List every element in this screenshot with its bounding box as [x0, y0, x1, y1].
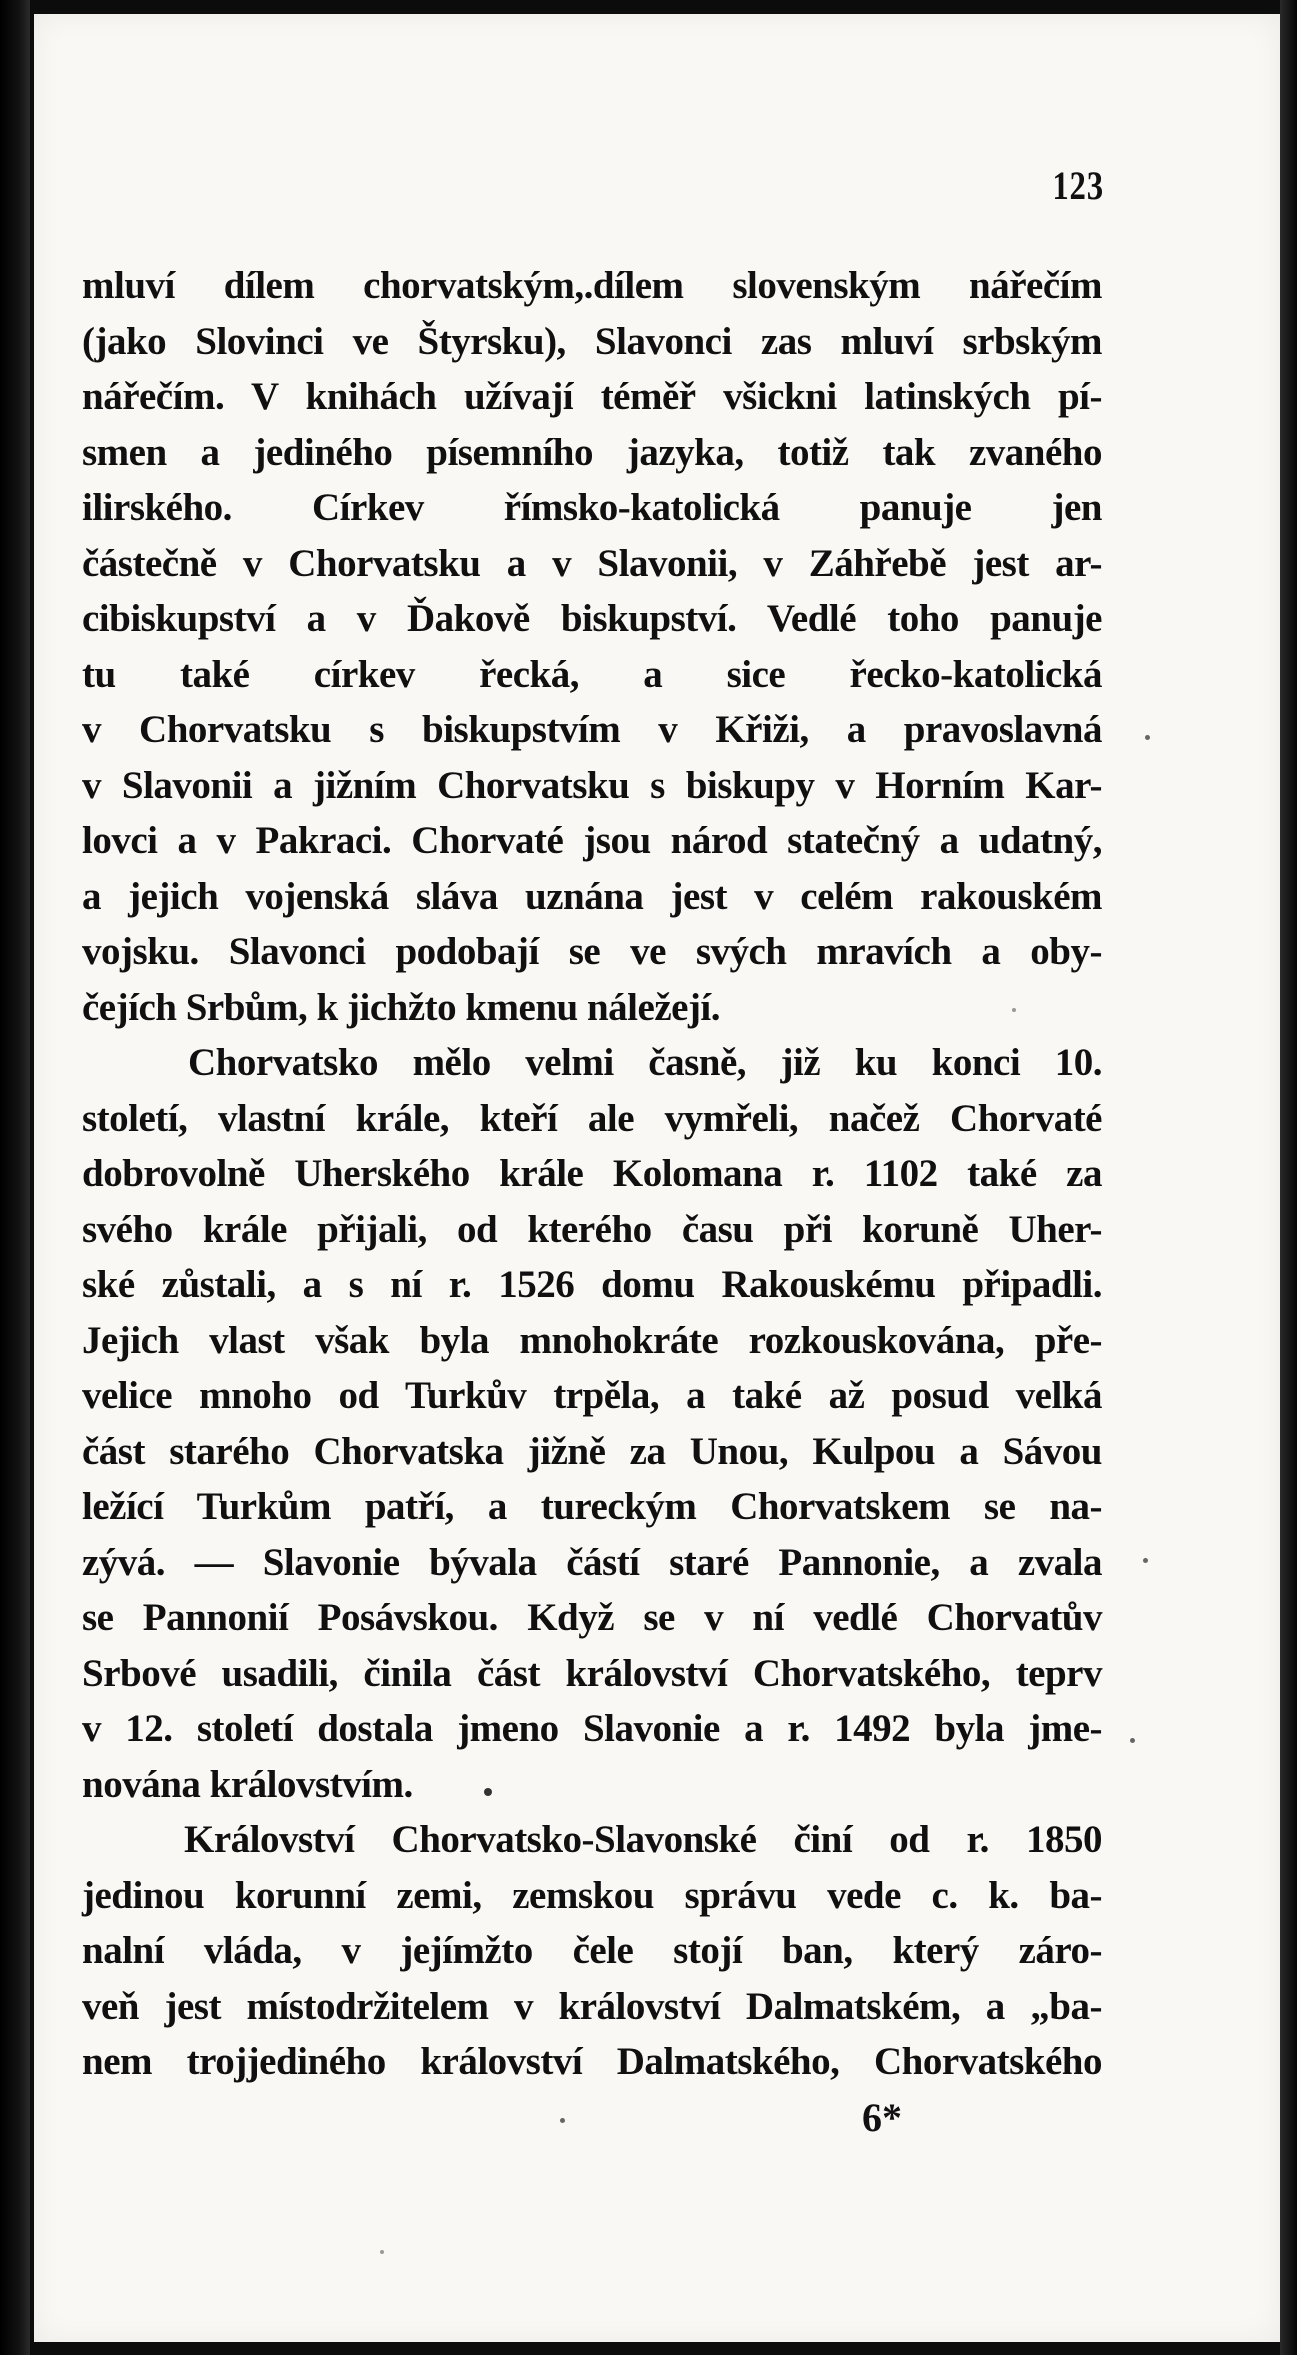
- page-number: 123: [1052, 163, 1104, 208]
- signature-mark: 6*: [862, 2095, 902, 2140]
- paper-speck: [560, 2118, 565, 2123]
- text-line: ležící Turkům patří, a tureckým Chorvatskem se na-: [82, 1485, 1102, 1528]
- text-line: tu také církev řecká, a sice řecko-katolická: [82, 652, 1102, 696]
- text-line: část starého Chorvatska jižně za Unou, Kulpou a Sávou: [82, 1429, 1102, 1473]
- text-line: cibiskupství a v Ďakově biskupství. Vedlé toho panuje: [82, 597, 1102, 640]
- text-line: nem trojjediného království Dalmatského, Chorvatského: [82, 2040, 1102, 2083]
- text-line: v Chorvatsku s biskupstvím v Křiži, a pravoslavná: [82, 708, 1102, 751]
- text-line: jedinou korunní zemi, zemskou správu vede c. k. ba-: [82, 1873, 1102, 1917]
- paragraph-end-line: nována královstvím.: [82, 1762, 413, 1806]
- text-line: století, vlastní krále, kteří ale vymřeli, načež Chorvaté: [82, 1096, 1102, 1140]
- text-line: zývá. — Slavonie bývala částí staré Pannonie, a zvala: [82, 1540, 1102, 1584]
- text-line: ilirského. Církev římsko-katolická panuje jen: [82, 486, 1102, 529]
- text-line: a jejich vojenská sláva uznána jest v celém rakouském: [82, 874, 1102, 918]
- text-line: mluví dílem chorvatským,.dílem slovenským nářečím: [82, 264, 1102, 307]
- body-text: [82, 258, 1102, 2090]
- paper-speck: [1143, 1558, 1148, 1563]
- paper-speck: [1130, 1738, 1135, 1743]
- text-line: se Pannonií Posávskou. Když se v ní vedlé Chorvatův: [82, 1596, 1102, 1639]
- text-line: vojsku. Slavonci podobají se ve svých mravích a oby-: [82, 930, 1102, 973]
- paragraph-start-line: Chorvatsko mělo velmi časně, již ku konci 10.: [188, 1041, 1102, 1084]
- paper-speck: [380, 2250, 384, 2254]
- text-line: Jejich vlast však byla mnohokráte rozkouskována, pře-: [82, 1318, 1102, 1362]
- text-line: v Slavonii a jižním Chorvatsku s biskupy v Horním Kar-: [82, 763, 1102, 807]
- paragraph-end-line: čejích Srbům, k jichžto kmenu náležejí.: [82, 985, 721, 1029]
- text-line: smen a jediného písemního jazyka, totiž tak zvaného: [82, 430, 1102, 474]
- text-line: Srbové usadili, činila část království Chorvatského, teprv: [82, 1651, 1102, 1695]
- text-line: (jako Slovinci ve Štyrsku), Slavonci zas mluví srbským: [82, 319, 1102, 363]
- text-line: veň jest místodržitelem v království Dalmatském, a „ba-: [82, 1984, 1102, 2028]
- paragraph-start-line: Království Chorvatsko-Slavonské činí od r. 1850: [184, 1818, 1102, 1861]
- text-line: velice mnoho od Turkův trpěla, a také až posud velká: [82, 1374, 1102, 1417]
- text-line: nářečím. V knihách užívají téměř všickni latinských pí-: [82, 375, 1102, 418]
- paper-speck: [484, 1788, 492, 1796]
- paper-speck: [1145, 735, 1150, 740]
- text-line: lovci a v Pakraci. Chorvaté jsou národ statečný a udatný,: [82, 819, 1102, 862]
- binding-shadow: [0, 0, 30, 2355]
- text-line: částečně v Chorvatsku a v Slavonii, v Záhřebě jest ar-: [82, 541, 1102, 585]
- text-line: ské zůstali, a s ní r. 1526 domu Rakouskému připadli.: [82, 1263, 1102, 1306]
- page-edge-shadow: [1280, 0, 1297, 2355]
- text-line: svého krále přijali, od kterého času při koruně Uher-: [82, 1207, 1102, 1251]
- paper-speck: [1012, 1008, 1016, 1012]
- text-line: dobrovolně Uherského krále Kolomana r. 1102 také za: [82, 1152, 1102, 1195]
- text-line: nalní vláda, v jejímžto čele stojí ban, který záro-: [82, 1929, 1102, 1972]
- text-line: v 12. století dostala jmeno Slavonie a r. 1492 byla jme-: [82, 1707, 1102, 1750]
